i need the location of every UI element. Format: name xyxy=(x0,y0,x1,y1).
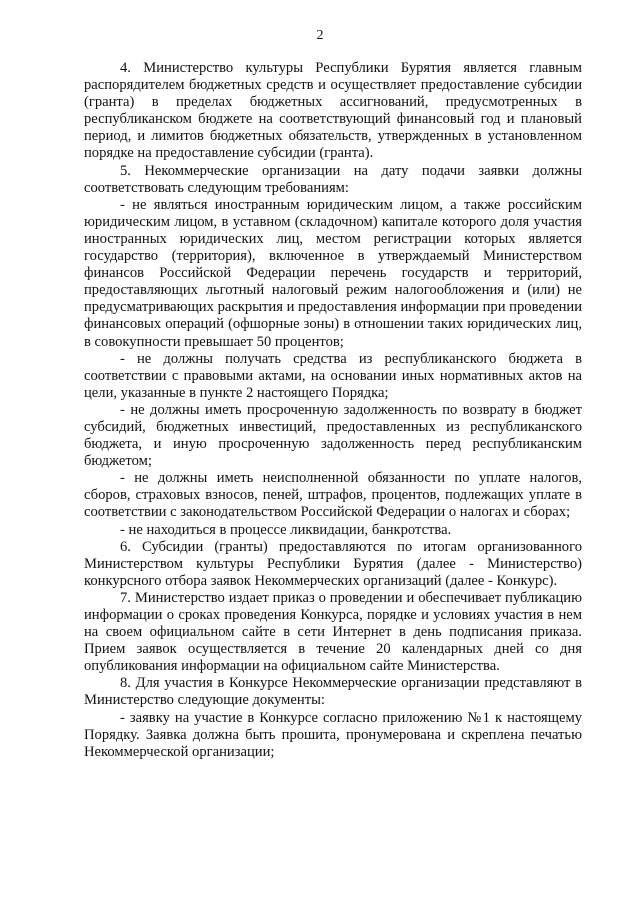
page-number: 2 xyxy=(316,28,324,43)
paragraph-item-8: 8. Для участия в Конкурсе Некоммерческие организации представляют в Министерство следующие документы: xyxy=(84,675,582,709)
requirement-foreign-entity: - не являться иностранным юридическим лицом, а также российским юридическим лицом, в уставном (складочном) капитале которого доля участия иностранных юридических лиц, местом регистрации которых является государство (территория), включенное в утверждаемый Министерством финансов Российской Федерации перечень государств и территорий, предоставляющих льготный налоговый режим налогообложения и (или) не предусматривающих раскрытия и предоставления информации при проведении финансовых операций (офшорные зоны) в отношении таких юридических лиц, в совокупности превышает 50 процентов; xyxy=(84,196,582,350)
document-application-form: - заявку на участие в Конкурсе согласно приложению №1 к настоящему Порядку. Заявка должна быть прошита, пронумерована и скреплена печатью Некоммерческой организации; xyxy=(84,709,582,760)
requirement-no-tax-obligations: - не должны иметь неисполненной обязанности по уплате налогов, сборов, страховых взносов, пеней, штрафов, процентов, подлежащих уплате в соответствии с законодательством Российской Федерации о налогах и сборах; xyxy=(84,470,582,521)
paragraph-item-4: 4. Министерство культуры Республики Бурятия является главным распорядителем бюджетных средств и осуществляет предоставление субсидии (гранта) в пределах бюджетных ассигнований, предусмотренных в республиканском бюджете на соответствующий финансовый год и плановый период, и лимитов бюджетных обязательств, утвержденных в установленном порядке на предоставление субсидии (гранта). xyxy=(84,60,582,162)
document-body xyxy=(84,60,582,761)
paragraph-item-7: 7. Министерство издает приказ о проведении и обеспечивает публикацию информации о сроках проведения Конкурса, порядке и условиях участия в нем на своем официальном сайте в сети Интернет в день подписания приказа. Прием заявок осуществляется в течение 20 календарных дней со дня опубликования информации на официальном сайте Министерства. xyxy=(84,589,582,675)
requirement-no-budget-funds: - не должны получать средства из республиканского бюджета в соответствии с правовыми актами, на основании иных нормативных актов на цели, указанные в пункте 2 настоящего Порядка; xyxy=(84,350,582,401)
paragraph-item-6: 6. Субсидии (гранты) предоставляются по итогам организованного Министерством культуры Республики Бурятия (далее - Министерство) конкурсного отбора заявок Некоммерческих организаций (далее - Конкурс). xyxy=(84,538,582,589)
requirement-not-liquidating: - не находиться в процессе ликвидации, банкротства. xyxy=(120,521,452,538)
requirement-no-overdue-debt: - не должны иметь просроченную задолженность по возврату в бюджет субсидий, бюджетных инвестиций, предоставленных из республиканского бюджета, и иную просроченную задолженность перед республиканским бюджетом; xyxy=(84,401,582,470)
paragraph-item-5: 5. Некоммерческие организации на дату подачи заявки должны соответствовать следующим требованиям: xyxy=(84,162,582,196)
